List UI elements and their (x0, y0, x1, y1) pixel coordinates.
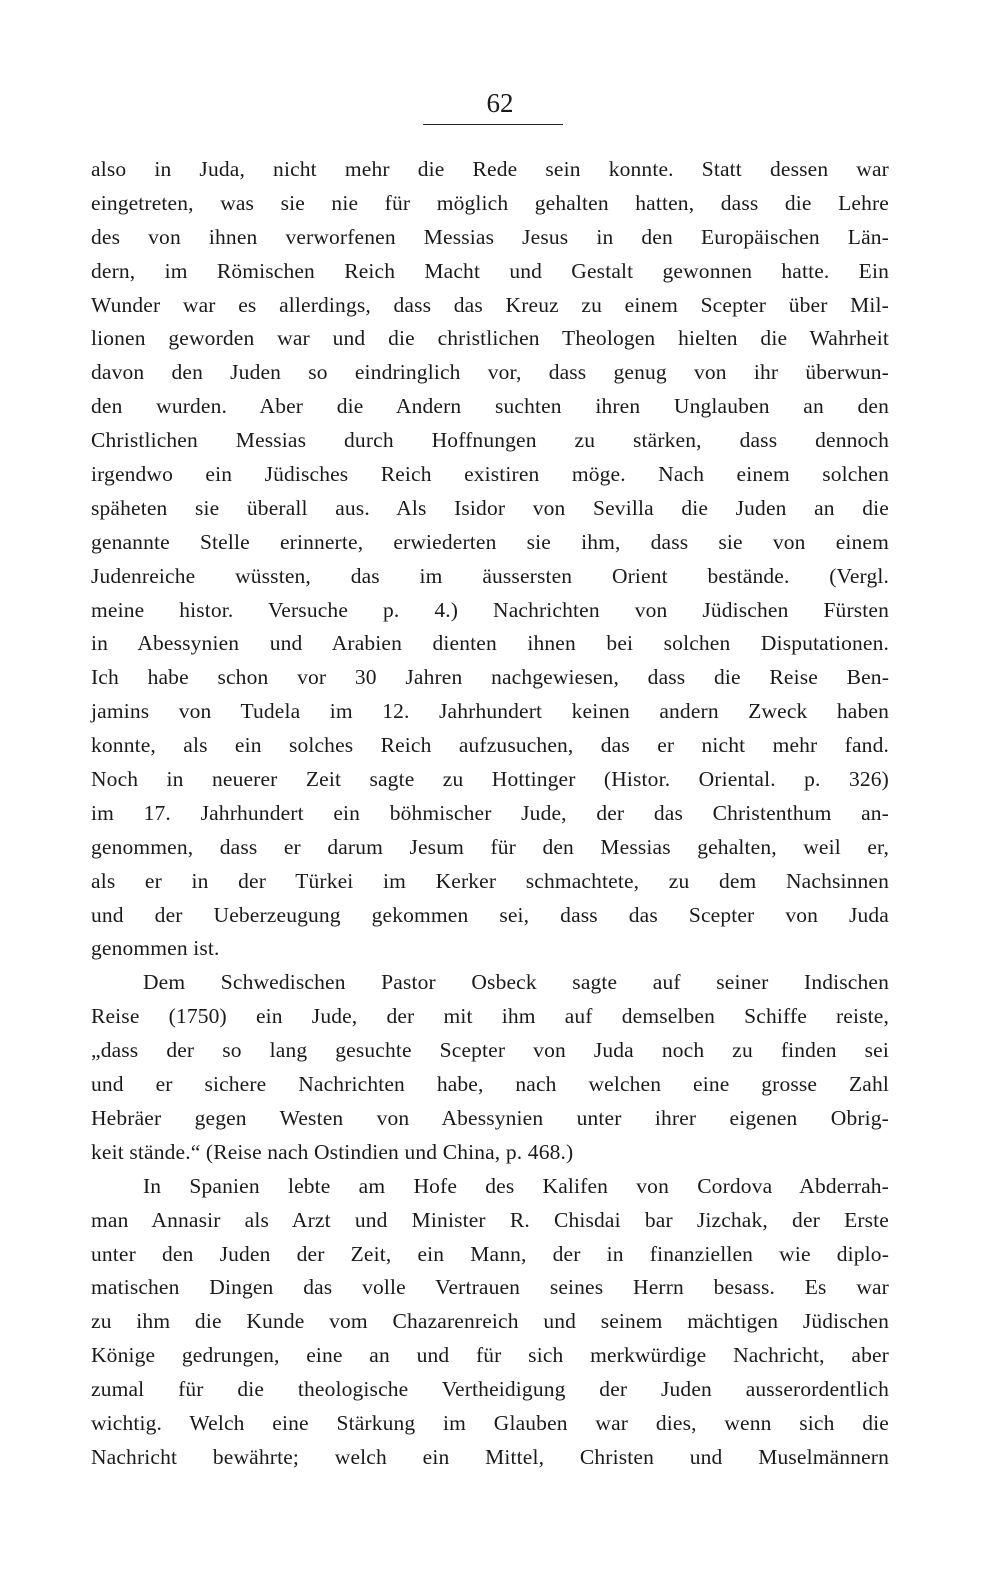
text-line: Wunder war es allerdings, dass das Kreuz zu einem Scepter über Mil- (91, 292, 889, 317)
text-line: und er sichere Nachrichten habe, nach welchen eine grosse Zahl (91, 1072, 889, 1097)
text-line: davon den Juden so eindringlich vor, dass genug von ihr überwun- (91, 360, 889, 385)
text-line: matischen Dingen das volle Vertrauen seines Herrn besass. Es war (91, 1275, 889, 1300)
text-line: späheten sie überall aus. Als Isidor von Sevilla die Juden an die (91, 495, 889, 520)
text-line: genannte Stelle erinnerte, erwiederten sie ihm, dass sie von einem (91, 529, 889, 554)
text-line: als er in der Türkei im Kerker schmachtete, zu dem Nachsinnen (91, 868, 889, 893)
text-line: also in Juda, nicht mehr die Rede sein konnte. Statt dessen war (91, 157, 889, 181)
text-line: Judenreiche wüssten, das im äussersten Orient bestände. (Vergl. (91, 563, 889, 588)
text-line: meine histor. Versuche p. 4.) Nachrichten von Jüdischen Fürsten (91, 597, 889, 622)
paragraph-start-line: Dem Schwedischen Pastor Osbeck sagte auf seiner Indischen (143, 970, 889, 995)
text-line: Könige gedrungen, eine an und für sich merkwürdige Nachricht, aber (91, 1343, 889, 1368)
text-line: des von ihnen verworfenen Messias Jesus in den Europäischen Län- (91, 224, 889, 249)
text-line: und der Ueberzeugung gekommen sei, dass das Scepter von Juda (91, 902, 889, 927)
text-line: Reise (1750) ein Jude, der mit ihm auf demselben Schiffe reiste, (91, 1004, 889, 1029)
text-line: konnte, als ein solches Reich aufzusuchen, das er nicht mehr fand. (91, 733, 889, 758)
text-line: Hebräer gegen Westen von Abessynien unter ihrer eigenen Obrig- (91, 1105, 889, 1130)
text-line: jamins von Tudela im 12. Jahrhundert keinen andern Zweck haben (91, 699, 889, 724)
text-line: irgendwo ein Jüdisches Reich existiren möge. Nach einem solchen (91, 462, 889, 487)
text-line: unter den Juden der Zeit, ein Mann, der in finanziellen wie diplo- (91, 1241, 889, 1266)
page-number: 62 (486, 88, 514, 118)
text-line: genommen, dass er darum Jesum für den Messias gehalten, weil er, (91, 834, 889, 859)
body-text (91, 153, 889, 1475)
text-line: zu ihm die Kunde vom Chazarenreich und seinem mächtigen Jüdischen (91, 1309, 889, 1334)
text-line: „dass der so lang gesuchte Scepter von Juda noch zu finden sei (91, 1038, 889, 1063)
paragraph-end-line: genommen ist. (91, 936, 220, 961)
text-line: eingetreten, was sie nie für möglich gehalten hatten, dass die Lehre (91, 190, 889, 215)
text-line: Noch in neuerer Zeit sagte zu Hottinger (Histor. Oriental. p. 326) (91, 767, 889, 792)
text-line: wichtig. Welch eine Stärkung im Glauben war dies, wenn sich die (91, 1410, 889, 1435)
text-line: Nachricht bewährte; welch ein Mittel, Christen und Muselmännern (91, 1444, 889, 1469)
text-line: Christlichen Messias durch Hoffnungen zu stärken, dass dennoch (91, 428, 889, 453)
text-line: zumal für die theologische Vertheidigung der Juden ausserordentlich (91, 1377, 889, 1402)
text-line: man Annasir als Arzt und Minister R. Chisdai bar Jizchak, der Erste (91, 1207, 889, 1232)
paragraph-end-line: keit stände.“ (Reise nach Ostindien und China, p. 468.) (91, 1139, 574, 1164)
text-line: lionen geworden war und die christlichen Theologen hielten die Wahrheit (91, 326, 889, 351)
text-line: im 17. Jahrhundert ein böhmischer Jude, der das Christenthum an- (91, 800, 889, 825)
text-line: dern, im Römischen Reich Macht und Gestalt gewonnen hatte. Ein (91, 258, 889, 283)
paragraph-start-line: In Spanien lebte am Hofe des Kalifen von Cordova Abderrah- (143, 1173, 889, 1198)
header-rule (423, 124, 563, 125)
text-line: Ich habe schon vor 30 Jahren nachgewiesen, dass die Reise Ben- (91, 665, 889, 690)
text-line: in Abessynien und Arabien dienten ihnen bei solchen Disputationen. (91, 631, 889, 656)
text-line: den wurden. Aber die Andern suchten ihren Unglauben an den (91, 394, 889, 419)
